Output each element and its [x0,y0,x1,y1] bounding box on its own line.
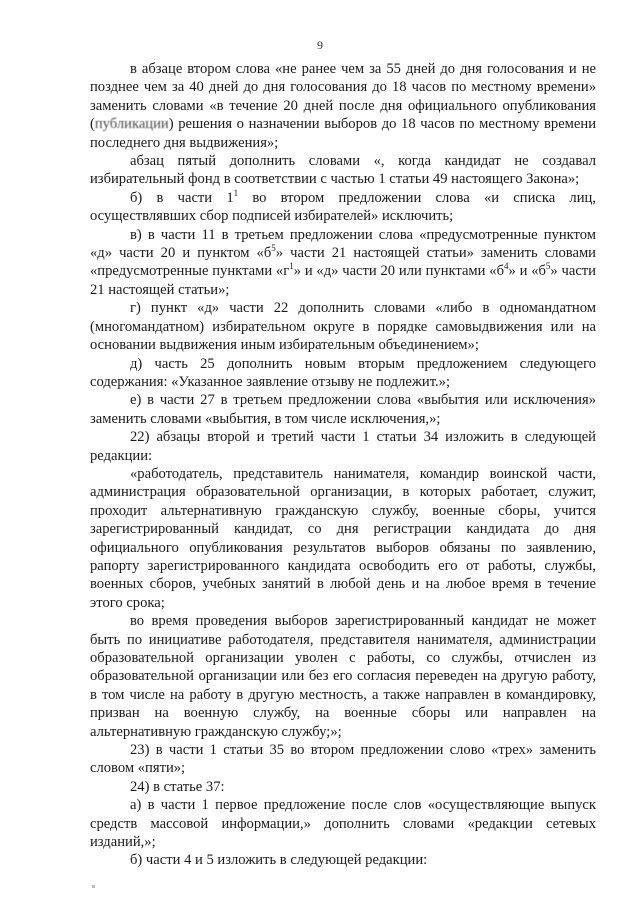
paragraph: в абзаце втором слова «не ранее чем за 55 дней до дня голосования и не позднее чем за 40 дней до дня голосования до 18 часов по местному времени» заменить словами «в течение 20 дней после дня официального опубликования (публикации) решения о назначении выборов до 18 часов по местному времени последнего дня выдвижения»; [90,61,596,151]
scan-speck [92,885,95,888]
paragraph: а) в части 1 первое предложение после слов «осуществляющие выпуск средств массовой информации,» дополнить словами «редакции сетевых изданий,»; [90,797,596,851]
paragraph: «работодатель, представитель нанимателя, командир воинской части, администрация образовательной организации, в которых работает, служит, проходит альтернативную гражданскую службу, военные сборы, учится зарегистрированный кандидат, со дня регистрации кандидата до дня официального опубликования результатов выборов обязаны по заявлению, рапорту зарегистрированного кандидата освободить его от работы, службы, военных сборов, учебных занятий в любой день и на любое время в течение этого срока; [90,465,596,611]
paragraph: б) в части $1^1$ во втором предложении слова «и списка лиц, осуществлявших сбор подписей избирателей» исключить; [90,187,596,225]
paragraph: б) части 4 и 5 изложить в следующей редакции: [130,852,428,869]
paragraph: во время проведения выборов зарегистрированный кандидат не может быть по инициативе работодателя, представителя нанимателя, администрации образовательной организации уволен с работы, со службы, отчислен из образовательной организации или без его согласия переведен на другую работу, в том числе на работу в другую местность, а также направлен в командировку, призван на военную службу, на военные сборы или направлен на альтернативную гражданскую службу;»; [90,613,596,740]
paragraph: г) пункт «д» части 22 дополнить словами «либо в одномандатном (многомандатном) избирательном округе в порядке самовыдвижения или на основании выдвижения иным избирательным объединением»; [90,300,596,354]
paragraph: 24) в статье 37: [130,778,225,795]
paragraph: абзац пятый дополнить словами «, когда кандидат не создавал избирательный фонд в соответствии с частью 1 статьи 49 настоящего Закона»; [90,153,596,188]
paragraph: е) в части 27 в третьем предложении слова «выбытия или исключения» заменить словами «выбытия, в том числе исключения,»; [90,392,596,427]
paragraph: 22) абзацы второй и третий части 1 статьи 34 изложить в следующей редакции: [90,429,596,464]
paragraph: д) часть 25 дополнить новым вторым предложением следующего содержания: «Указанное заявление отзыву не подлежит.»; [90,355,596,390]
paragraph: в) в части 11 в третьем предложении слова «предусмотренные пунктом «д» части 20 и пунктом «$б^5$» части 21 настоящей статьи» заменить словами «предусмотренные пунктами «$г^1$» и «д» части 20 или пунктами «$б^4$» и «$б^5$» части 21 настоящей статьи»; [90,226,596,298]
smudged-text: публикации [94,116,169,133]
document-body [90,60,596,870]
paragraph: 23) в части 1 статьи 35 во втором предложении слово «трех» заменить словом «пяти»; [90,742,596,777]
page-number: 9 [317,38,323,52]
